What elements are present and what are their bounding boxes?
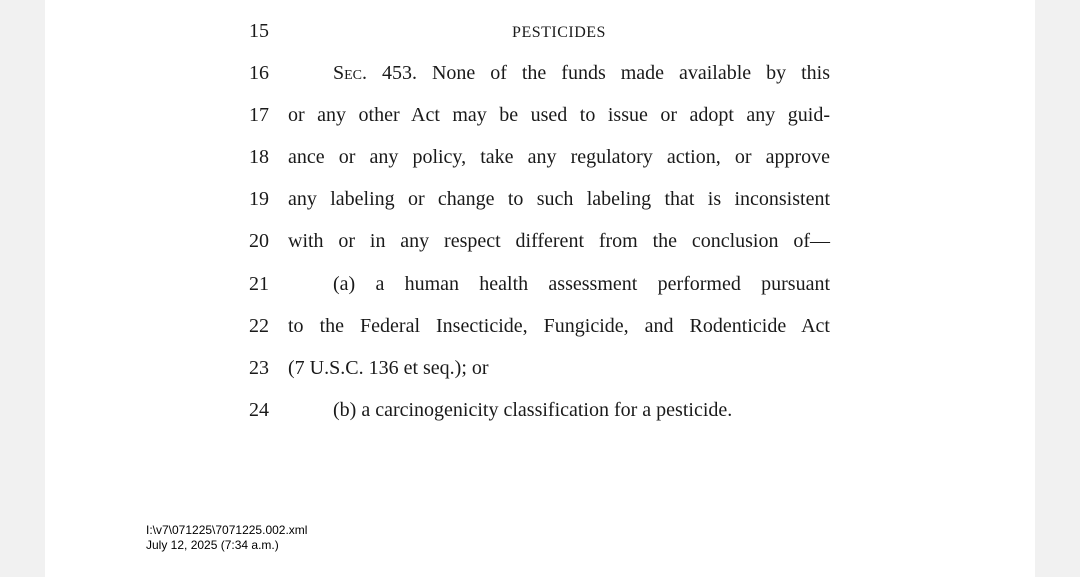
- line-text-23: (7 U.S.C. 136 et seq.); or: [288, 357, 489, 379]
- line-text-19: any labeling or change to such labeling that is inconsistent: [288, 188, 830, 210]
- section-label: Sec.: [333, 62, 368, 84]
- line-text-16-body: 453. None of the funds made available by this: [367, 62, 830, 84]
- line-number-18: 18: [249, 146, 269, 168]
- line-number-23: 23: [249, 357, 269, 379]
- line-text-17: or any other Act may be used to issue or adopt any guid-: [288, 104, 830, 126]
- line-text-20: with or in any respect different from the conclusion of—: [288, 230, 830, 252]
- line-text-21: (a) a human health assessment performed pursuant: [333, 273, 830, 295]
- line-number-15: 15: [249, 20, 269, 42]
- line-number-19: 19: [249, 188, 269, 210]
- document-page: [45, 0, 1035, 577]
- section-heading: PESTICIDES: [512, 24, 606, 41]
- line-number-20: 20: [249, 230, 269, 252]
- line-text-24: (b) a carcinogenicity classification for a pesticide.: [333, 399, 733, 421]
- line-number-24: 24: [249, 399, 269, 421]
- line-number-17: 17: [249, 104, 269, 126]
- line-number-21: 21: [249, 273, 269, 295]
- line-number-22: 22: [249, 315, 269, 337]
- footer-file-path: I:\v7\071225\7071225.002.xml: [146, 523, 308, 537]
- line-text-22: to the Federal Insecticide, Fungicide, and Rodenticide Act: [288, 315, 830, 337]
- line-number-16: 16: [249, 62, 269, 84]
- footer-date: July 12, 2025 (7:34 a.m.): [146, 538, 279, 552]
- line-text-18: ance or any policy, take any regulatory action, or approve: [288, 146, 830, 168]
- line-text-16: [333, 62, 830, 85]
